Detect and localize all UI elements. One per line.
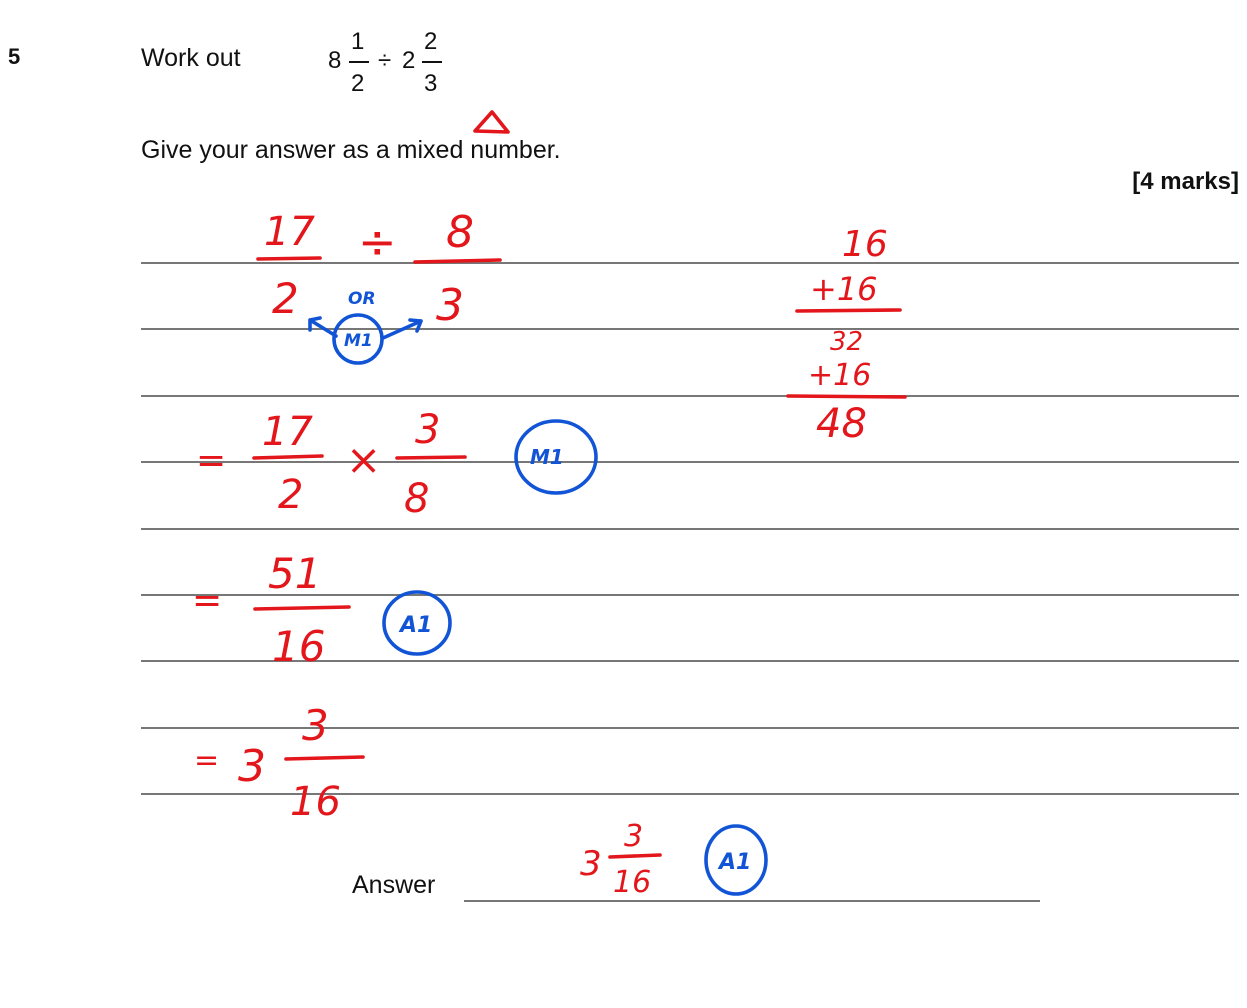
work-line4-bar: [286, 757, 363, 759]
expr-denominator-1: 2: [351, 70, 365, 97]
mark-m1-second: M1: [530, 445, 564, 469]
side-sum-e: 48: [816, 401, 867, 447]
question-instruction: Work out: [141, 44, 241, 72]
work-line4-eq: =: [194, 743, 220, 778]
work-line4-whole: 3: [238, 741, 266, 792]
expr-numerator-1: 1: [351, 28, 365, 55]
work-line1-den1: 2: [272, 274, 299, 323]
work-line2-num2: 3: [415, 407, 441, 453]
work-line3-bar: [255, 607, 349, 609]
marks-label: [4 marks]: [1132, 168, 1239, 195]
work-line2-num1: 17: [262, 409, 313, 455]
caret-triangle-icon: [475, 112, 508, 132]
final-answer-den: 16: [613, 865, 652, 900]
work-line3-num: 51: [268, 549, 322, 598]
mark-m1-first: M1: [344, 331, 373, 351]
work-line3-den: 16: [272, 622, 326, 671]
work-line4-num: 3: [302, 701, 329, 750]
mark-a1-first: A1: [400, 613, 433, 638]
work-line2-bar1: [254, 456, 322, 458]
work-line1-num1: 17: [264, 209, 315, 255]
work-line2-den1: 2: [278, 472, 304, 518]
expr-operator: ÷: [378, 47, 392, 74]
work-line1-bar2: [415, 260, 500, 262]
work-line1-den2: 3: [436, 280, 464, 331]
work-line2-bar2: [397, 457, 465, 458]
work-line4-den: 16: [290, 779, 341, 825]
question-number: 5: [8, 44, 21, 69]
side-sum-bar1: [797, 310, 900, 311]
side-sum-d: +16: [808, 358, 872, 393]
side-sum-c: 32: [830, 327, 864, 357]
work-line1-op: ÷: [358, 215, 397, 269]
expr-denominator-2: 3: [424, 70, 438, 97]
expr-whole-2: 2: [402, 47, 416, 74]
side-sum-a: 16: [842, 224, 888, 265]
mark-a1-final: A1: [719, 850, 752, 875]
mark-or-note: OR: [348, 289, 376, 309]
final-answer-bar: [610, 855, 660, 857]
expr-numerator-2: 2: [424, 28, 438, 55]
question-prompt: Give your answer as a mixed number.: [141, 136, 561, 164]
final-answer-num: 3: [624, 819, 644, 854]
side-sum-bar2: [788, 396, 905, 397]
work-line3-eq: =: [192, 580, 223, 621]
arrow-right-icon: [383, 320, 421, 338]
final-answer-whole: 3: [580, 844, 602, 884]
work-line1-num2: 8: [446, 207, 474, 258]
work-line1-bar1: [258, 258, 320, 259]
work-line2-eq: =: [196, 440, 227, 481]
side-sum-b: +16: [810, 270, 878, 308]
expr-whole-1: 8: [328, 47, 342, 74]
arrow-left-icon: [310, 318, 336, 336]
answer-label: Answer: [352, 871, 436, 899]
work-line2-op: ×: [346, 435, 382, 484]
work-line2-den2: 8: [404, 476, 430, 522]
